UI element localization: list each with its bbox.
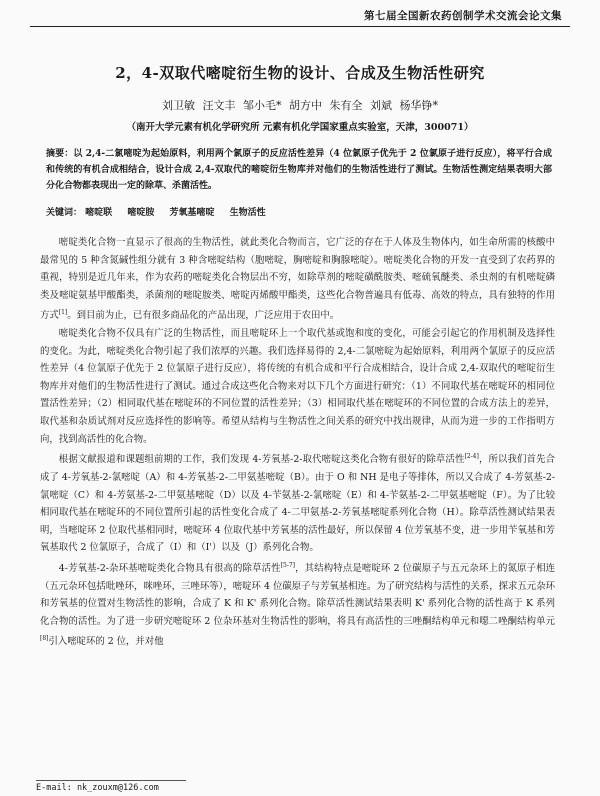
keyword: 生物活性 [229, 208, 266, 218]
citation: [1] [58, 309, 68, 317]
paragraph: 嘧啶类化合物一直显示了很高的生物活性，就此类化合物而言，它广泛的存在于人体及生物体内，如生命所需的核酸中最常见的 5 种含氮碱性组分就有 3 种含嘧啶结构（胞嘧啶，胸嘧啶和胸腺嘧啶）。嘧啶类化合物的开发一直受到了农药界的重视，特别是近几年来，作为农药的嘧啶类化合物层出不穷，如除草剂的嘧啶磺酰胺类、嘧硫氧醚类、杀虫剂的有机嘧啶磷类及嘧啶氨基甲酸酯类，杀菌剂的嘧啶胺类、嘧啶丙烯酸甲酯类，这些化合物普遍具有低毒、高效的特点，具有独特的作用方式[1]。到目前为止，已有很多商品化的产品出现，广泛应用于农田中。 [40, 237, 555, 322]
footnote-email: E-mail: nk_zouxm@126.com [36, 780, 186, 793]
abstract-text: 以 2,4-二氯嘧啶为起始原料，利用两个氯原子的反应活性差异（4 位氯原子优先于 2 位氯原子进行反应），将平行合成和传统的有机合成相结合，设计合成 2,4-双取代的嘧啶衍生物库并对他们的生物活性进行了测试。生物活性测定结果表明大部分化合物都表现出一定的除草、杀菌活性。 [46, 149, 552, 191]
keyword: 嘧啶联 [85, 208, 113, 218]
affiliation: （南开大学元素有机化学研究所 元素有机化学国家重点实验室，天津，300071） [126, 122, 474, 133]
keyword: 嘧啶胺 [127, 208, 155, 218]
abstract-label: 摘要： [46, 149, 74, 159]
abstract [46, 146, 552, 194]
keyword: 芳氧基嘧啶 [169, 208, 215, 218]
citation: [2-4] [464, 453, 479, 461]
citation: [8] [40, 635, 49, 643]
paragraph: 嘧啶类化合物不仅具有广泛的生物活性，而且嘧啶环上一个取代基或饱和度的变化，可能会引起它的作用机制及选择性的变化。为此，嘧啶类化合物引起了我们浓厚的兴趣。我们选择易得的 2,4-二氯嘧啶为起始原料，利用两个氯原子的反应活性差异（4 位氯原子优先于 2 位氯原子进行反应），将传统的有机合成和平行合成相结合，设计合成 2,4-双取代的嘧啶衍生物库并对他们的生物活性进行了测试。通过合成这些化合物来对以下几个方面进行研究：（1）不同取代基在嘧啶环的相同位置活性差异；（2）相同取代基在嘧啶环的不同位置的活性差异；（3）相同取代基在嘧啶环的不同位置的合成方法上的差异，取代基和杂质试剂对反应选择性的影响等。希望从结构与生物活性之间关系的研究中找出规律，从而为进一步的工作指明方向，找到高活性的化合物。 [40, 328, 555, 445]
paragraph: 4-芳氧基-2-杂环基嘧啶类化合物具有很高的除草活性[5-7]，其结构特点是嘧啶环 2 位碳原子与五元杂环上的氮原子相连（五元杂环包括吡唑环，咪唑环，三唑环等），嘧啶环 4 位碳原子与芳氧基相连。为了研究结构与活性的关系，探求五元杂环和芳氧基的位置对生物活性的影响，合成了 K 和 K' 系列化合物。除草活性测试结果表明 K' 系列化合物的活性高于 K 系列化合物的活性。为了进一步研究嘧啶环 2 位杂环基对生物活性的影响，将具有高活性的三唑酮结构单元和噁二唑酮结构单元[8]引入嘧啶环的 2 位，并对他 [40, 561, 555, 648]
author-list: 刘卫敏 汪文丰 邹小毛* 胡方中 朱有全 刘斌 杨华铮* [162, 99, 438, 112]
running-header: 第七届全国新农药创制学术交流会论文集 [30, 8, 570, 27]
paper-title: 2，4-双取代嘧啶衍生物的设计、合成及生物活性研究 [115, 64, 485, 82]
paragraph: 根据文献报道和课题组前期的工作，我们发现 4-芳氧基-2-取代嘧啶这类化合物有很好的除草活性[2-4]，所以我们首先合成了 4-芳氧基-2-氯嘧啶（A）和 4-芳氧基-2-二甲氨基嘧啶（B）。由于 O 和 NH 是电子等排体，所以又合成了 4-芳氨基-2-氯嘧啶（C）和 4-芳氨基-2-二甲氨基嘧啶（D）以及 4-苄氨基-2-氯嘧啶（E）和 4-苄氨基-2-二甲氨基嘧啶（F）。为了比较相同取代基在嘧啶环的不同位置所引起的活性变化合成了 4-二甲氨基-2-芳氧基嘧啶系列化合物（H）。除草活性测试结果表明，当嘧啶环 2 位取代基相同时，嘧啶环 4 位取代基中芳氧基的活性最好，所以保留 4 位芳氧基不变，进一步用苄氧基和芳氧基取代 2 位氯原子，合成了（I）和（I'）以及（J）系列化合物。 [40, 453, 555, 554]
citation: [5-7] [280, 561, 295, 569]
keywords-label: 关键词： [46, 208, 83, 218]
body-text [40, 234, 555, 651]
keywords [46, 205, 278, 218]
